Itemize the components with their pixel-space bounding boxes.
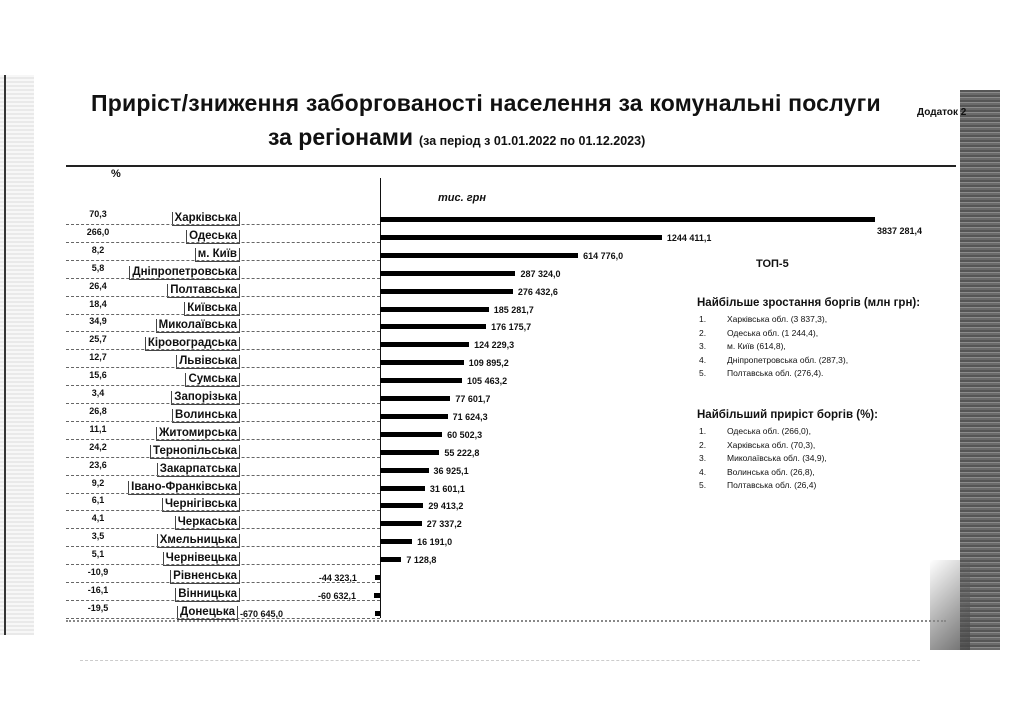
region-label: Одеська — [186, 230, 240, 244]
row-separator — [66, 510, 380, 511]
row-separator — [66, 385, 380, 386]
bar — [380, 539, 412, 544]
top5-list-item — [699, 368, 823, 378]
percent-label: 8,2 — [91, 244, 105, 255]
percent-label: 266,0 — [86, 226, 110, 237]
row-separator — [66, 367, 380, 368]
percent-label: 3,5 — [91, 531, 105, 542]
value-label: 185 281,7 — [493, 304, 534, 315]
top5-list-item — [699, 440, 815, 450]
percent-label: 4,1 — [91, 513, 105, 524]
growth-pct-heading: Найбільший приріст боргів (%): — [697, 409, 878, 421]
list-item-text: Харківська обл. (3 837,3), — [727, 314, 828, 324]
list-item-number: 3. — [699, 453, 707, 463]
percent-column-header: % — [111, 168, 121, 180]
percent-label: 9,2 — [91, 477, 105, 488]
percent-label: 26,4 — [89, 280, 107, 291]
list-item-number: 4. — [699, 354, 707, 365]
region-label: Вінницька — [175, 588, 240, 602]
bar — [375, 575, 380, 580]
region-label: Чернігівська — [162, 498, 240, 512]
value-label: -44 323,1 — [318, 573, 357, 583]
bar — [380, 271, 515, 276]
percent-label: 5,8 — [91, 262, 105, 273]
scan-corner-shadow — [930, 560, 970, 650]
top5-list-item — [699, 328, 818, 338]
value-label: 36 925,1 — [433, 465, 469, 476]
list-item-text: Одеська обл. (1 244,4), — [727, 327, 819, 338]
region-label: Чернівецька — [163, 552, 240, 566]
value-label: 176 175,7 — [491, 322, 532, 333]
list-item-text: Миколаївська обл. (34,9), — [727, 453, 827, 463]
region-label: Дніпропетровська — [129, 266, 240, 280]
bar — [380, 324, 486, 329]
row-separator — [66, 546, 380, 547]
percent-label: -16,1 — [87, 584, 109, 595]
period-label: (за період з 01.01.2022 по 01.12.2023) — [419, 134, 646, 148]
bar — [374, 593, 380, 598]
list-item-text: Дніпропетровська обл. (287,3), — [727, 354, 849, 365]
percent-label: 5,1 — [91, 549, 105, 560]
row-separator — [66, 278, 380, 279]
value-label: 124 229,3 — [474, 340, 515, 351]
list-item-number: 4. — [699, 466, 707, 477]
bar — [380, 217, 875, 222]
value-label: 276 432,6 — [517, 286, 558, 297]
percent-label: 23,6 — [89, 459, 107, 470]
region-label: м. Київ — [195, 248, 240, 262]
bar — [380, 342, 469, 347]
list-item-text: Волинська обл. (26,8), — [727, 466, 815, 477]
value-label: 60 502,3 — [447, 429, 483, 440]
list-item-number: 2. — [699, 327, 707, 338]
percent-label: -10,9 — [87, 567, 109, 577]
value-unit-label: тис. грн — [438, 192, 486, 204]
row-separator — [66, 314, 380, 315]
bar — [380, 360, 464, 365]
page-title-line2 — [268, 124, 645, 151]
bar — [380, 521, 422, 526]
value-label: 7 128,8 — [406, 555, 437, 566]
bar — [380, 289, 513, 294]
value-label: 3837 281,4 — [877, 226, 923, 236]
bar — [375, 611, 380, 616]
bar — [380, 414, 448, 419]
list-item-text: Полтавська обл. (26,4) — [727, 480, 817, 490]
percent-label: 26,8 — [89, 405, 107, 416]
value-label: 55 222,8 — [444, 447, 480, 458]
region-label: Запорізька — [171, 391, 240, 405]
value-label: 105 463,2 — [467, 376, 508, 387]
value-label: 77 601,7 — [455, 394, 491, 404]
row-separator — [66, 242, 380, 243]
bar — [380, 396, 450, 401]
percent-label: 15,6 — [89, 370, 107, 381]
bar — [380, 432, 442, 437]
row-separator — [66, 564, 380, 565]
region-label: Житомирська — [156, 427, 240, 441]
value-label: 109 895,2 — [468, 358, 509, 369]
percent-label: 12,7 — [89, 352, 107, 363]
list-item-number: 3. — [699, 341, 707, 351]
scan-noise-line — [80, 660, 920, 661]
value-label: -60 632,1 — [318, 590, 357, 601]
value-label: 16 191,0 — [417, 537, 453, 548]
bar — [380, 557, 401, 562]
value-label: 1244 411,1 — [666, 232, 712, 243]
list-item-text: м. Київ (614,8), — [727, 341, 786, 351]
region-label: Черкаська — [175, 516, 240, 530]
region-label: Сумська — [185, 373, 240, 387]
top5-list-item — [699, 480, 816, 490]
value-label: 29 413,2 — [428, 501, 464, 512]
value-label: 71 624,3 — [452, 411, 488, 422]
row-separator — [66, 493, 380, 494]
row-separator — [66, 421, 380, 422]
list-item-number: 1. — [699, 314, 707, 324]
percent-label: 11,1 — [89, 423, 107, 434]
row-separator — [66, 528, 380, 529]
percent-label: 34,9 — [89, 316, 107, 327]
list-item-number: 5. — [699, 368, 707, 378]
title-divider — [66, 165, 956, 167]
row-separator — [66, 224, 380, 225]
region-label: Харківська — [172, 212, 240, 226]
value-label: 287 324,0 — [520, 268, 561, 279]
region-label: Миколаївська — [156, 319, 240, 333]
page-title-regions: за регіонами — [268, 124, 414, 150]
bar — [380, 253, 578, 258]
region-label: Київська — [184, 302, 240, 316]
bar — [380, 450, 439, 455]
list-item-number: 5. — [699, 480, 707, 490]
row-separator — [66, 296, 380, 297]
value-label: 614 776,0 — [583, 250, 624, 261]
bar — [380, 468, 429, 473]
percent-label: 18,4 — [89, 298, 107, 309]
value-label: -670 645,0 — [240, 608, 284, 619]
row-separator — [66, 403, 380, 404]
region-label: Волинська — [172, 409, 240, 423]
row-separator — [66, 349, 380, 350]
bar — [380, 486, 425, 491]
page-title-line1: Приріст/зниження заборгованості населення за комунальні послуги — [91, 90, 881, 116]
top5-list-item — [699, 341, 786, 351]
list-item-text: Харківська обл. (70,3), — [727, 439, 816, 450]
bar — [380, 235, 662, 240]
region-label: Тернопільська — [150, 445, 240, 459]
growth-abs-heading: Найбільше зростання боргів (млн грн): — [697, 297, 921, 309]
region-label: Львівська — [176, 355, 240, 369]
list-item-number: 1. — [699, 426, 707, 436]
region-label: Кіровоградська — [145, 337, 240, 351]
addendum-label: Додаток 2 — [917, 107, 967, 118]
percent-label: 3,4 — [91, 388, 105, 398]
value-label: 31 601,1 — [429, 483, 465, 494]
row-separator — [66, 475, 380, 476]
percent-label: 70,3 — [89, 209, 107, 219]
top5-list-item — [699, 467, 815, 477]
top5-title: ТОП-5 — [756, 258, 789, 270]
top5-list-item — [699, 453, 827, 463]
percent-label: 25,7 — [89, 334, 107, 345]
row-separator — [66, 331, 380, 332]
region-label: Івано-Франківська — [128, 481, 240, 495]
bar — [380, 503, 423, 508]
list-item-text: Одеська обл. (266,0), — [727, 426, 811, 436]
top5-list-item — [699, 314, 827, 324]
scan-left-line — [4, 75, 6, 635]
row-separator — [66, 618, 380, 619]
bottom-divider — [66, 620, 946, 622]
row-separator — [66, 457, 380, 458]
bar — [380, 378, 462, 383]
list-item-number: 2. — [699, 439, 707, 450]
top5-list-item — [699, 355, 848, 365]
percent-label: -19,5 — [87, 602, 109, 613]
bar — [380, 307, 489, 312]
region-label: Донецька — [177, 606, 238, 620]
list-item-text: Полтавська обл. (276,4). — [727, 368, 824, 378]
region-label: Полтавська — [167, 284, 240, 298]
top5-list-item — [699, 426, 811, 436]
region-label: Хмельницька — [157, 534, 240, 548]
row-separator — [66, 260, 380, 261]
percent-label: 24,2 — [89, 441, 107, 452]
value-label: 27 337,2 — [426, 519, 462, 530]
region-label: Закарпатська — [157, 463, 240, 477]
percent-label: 6,1 — [91, 495, 105, 506]
region-label: Рівненська — [170, 570, 240, 584]
row-separator — [66, 439, 380, 440]
